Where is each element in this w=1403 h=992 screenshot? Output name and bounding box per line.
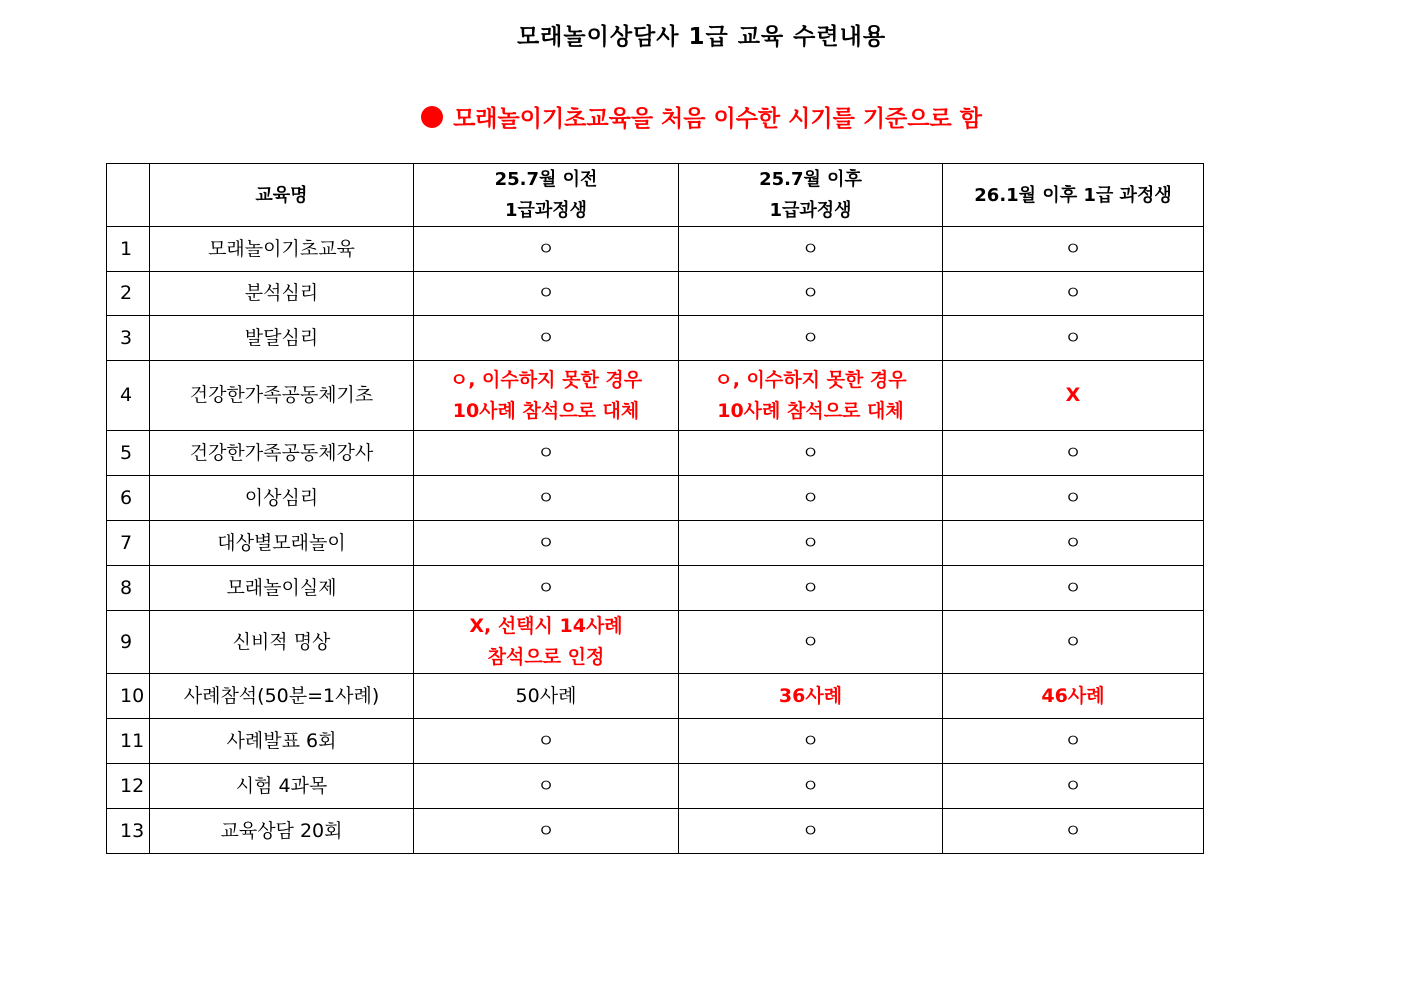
bullet-icon (421, 106, 443, 128)
row-col2: ㅇ (679, 431, 943, 476)
row-col3: ㅇ (943, 764, 1204, 809)
table-row (107, 809, 1204, 854)
header-col1-line2: 1급과정생 (504, 200, 588, 221)
row-col1 (414, 361, 679, 431)
row-number: 9 (107, 611, 150, 674)
table-row (107, 674, 1204, 719)
row-name: 분석심리 (150, 272, 414, 316)
row-col2: 36사례 (679, 674, 943, 719)
row-col3: ㅇ (943, 719, 1204, 764)
header-col2 (679, 164, 943, 227)
row-number: 1 (107, 227, 150, 272)
document-title: 모래놀이상담사 1급 교육 수련내용 (516, 24, 887, 50)
row-col1-line1: X, 선택시 14사례 (469, 615, 623, 637)
row-col2: ㅇ (679, 476, 943, 521)
header-no (107, 164, 150, 227)
row-col2: ㅇ (679, 764, 943, 809)
header-col1 (414, 164, 679, 227)
row-col1-line1: ㅇ, 이수하지 못한 경우 (449, 368, 643, 391)
row-name: 이상심리 (150, 476, 414, 521)
row-col1: ㅇ (414, 719, 679, 764)
row-col1: 50사례 (414, 674, 679, 719)
header-row (107, 164, 1204, 227)
row-number: 13 (107, 809, 150, 854)
row-col3: ㅇ (943, 272, 1204, 316)
header-col3: 26.1월 이후 1급 과정생 (943, 164, 1204, 227)
table-row (107, 361, 1204, 431)
row-name: 사례발표 6회 (150, 719, 414, 764)
row-col2: ㅇ (679, 611, 943, 674)
table-row (107, 521, 1204, 566)
row-number: 12 (107, 764, 150, 809)
row-col1-line2: 10사례 참석으로 대체 (452, 399, 640, 422)
row-col2: ㅇ (679, 719, 943, 764)
row-col1: ㅇ (414, 809, 679, 854)
row-number: 3 (107, 316, 150, 361)
row-name: 대상별모래놀이 (150, 521, 414, 566)
row-number: 6 (107, 476, 150, 521)
row-col2: ㅇ (679, 809, 943, 854)
row-col3: ㅇ (943, 809, 1204, 854)
row-col1: ㅇ (414, 476, 679, 521)
row-col1-line2: 참석으로 인정 (487, 646, 605, 668)
row-col2: ㅇ (679, 316, 943, 361)
row-name: 발달심리 (150, 316, 414, 361)
row-col1: ㅇ (414, 521, 679, 566)
row-name: 건강한가족공동체강사 (150, 431, 414, 476)
row-number: 2 (107, 272, 150, 316)
row-number: 4 (107, 361, 150, 431)
row-col2: ㅇ (679, 272, 943, 316)
row-name: 사례참석(50분=1사례) (150, 674, 414, 719)
row-name: 모래놀이실제 (150, 566, 414, 611)
row-col3: ㅇ (943, 611, 1204, 674)
row-name: 교육상담 20회 (150, 809, 414, 854)
header-col2-line1: 25.7월 이후 (759, 169, 862, 190)
row-name: 시험 4과목 (150, 764, 414, 809)
row-col2 (679, 361, 943, 431)
row-number: 10 (107, 674, 150, 719)
row-col3: ㅇ (943, 227, 1204, 272)
header-name: 교육명 (150, 164, 414, 227)
row-col3: X (943, 361, 1204, 431)
table-row (107, 566, 1204, 611)
notice-text: 모래놀이기초교육을 처음 이수한 시기를 기준으로 함 (453, 106, 982, 132)
row-col1: ㅇ (414, 227, 679, 272)
row-col3: ㅇ (943, 521, 1204, 566)
row-number: 7 (107, 521, 150, 566)
row-col3: ㅇ (943, 476, 1204, 521)
row-col3: ㅇ (943, 431, 1204, 476)
table-row (107, 227, 1204, 272)
row-col1: ㅇ (414, 316, 679, 361)
curriculum-table (106, 163, 1204, 854)
row-col2: ㅇ (679, 521, 943, 566)
table-row (107, 431, 1204, 476)
row-number: 11 (107, 719, 150, 764)
table-row (107, 316, 1204, 361)
row-col1: ㅇ (414, 764, 679, 809)
row-col2-line1: ㅇ, 이수하지 못한 경우 (714, 368, 907, 391)
table-row (107, 476, 1204, 521)
table-row (107, 764, 1204, 809)
row-col2: ㅇ (679, 566, 943, 611)
row-col2-line2: 10사례 참석으로 대체 (717, 399, 904, 422)
row-col2: ㅇ (679, 227, 943, 272)
row-name: 신비적 명상 (150, 611, 414, 674)
row-col1: ㅇ (414, 566, 679, 611)
row-col1 (414, 611, 679, 674)
row-number: 5 (107, 431, 150, 476)
table-row (107, 611, 1204, 674)
row-col3: 46사례 (943, 674, 1204, 719)
table-row (107, 719, 1204, 764)
table-row (107, 272, 1204, 316)
header-col2-line2: 1급과정생 (769, 200, 852, 221)
row-col1: ㅇ (414, 431, 679, 476)
row-col1: ㅇ (414, 272, 679, 316)
row-col3: ㅇ (943, 566, 1204, 611)
row-name: 모래놀이기초교육 (150, 227, 414, 272)
criteria-notice (0, 100, 1403, 133)
row-col3: ㅇ (943, 316, 1204, 361)
row-name: 건강한가족공동체기초 (150, 361, 414, 431)
row-number: 8 (107, 566, 150, 611)
header-col1-line1: 25.7월 이전 (494, 169, 598, 190)
